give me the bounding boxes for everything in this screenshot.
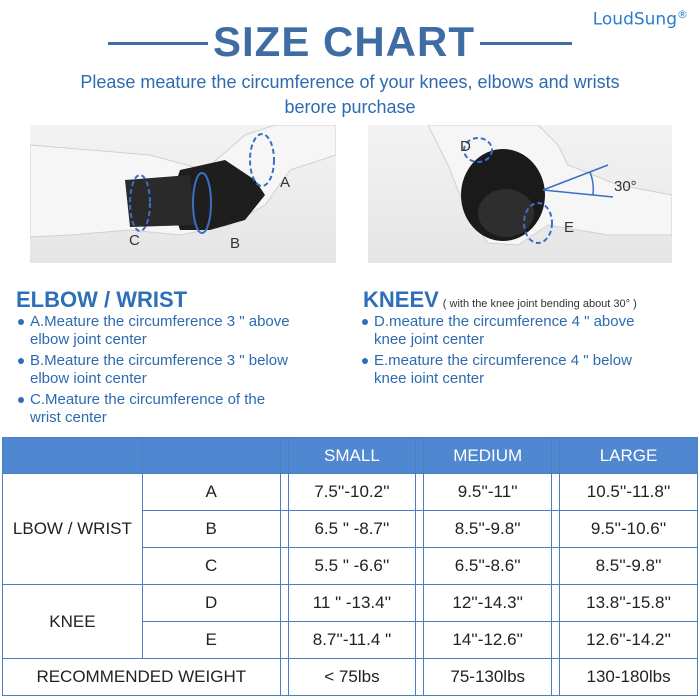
label-a: A [280, 174, 291, 191]
label-c: C [129, 232, 140, 249]
column-gap [416, 474, 424, 511]
large-cell: 9.5''-10.6'' [560, 511, 698, 548]
large-cell: 12.6''-14.2'' [560, 622, 698, 659]
registered-mark: ® [677, 8, 688, 21]
instruction-a [18, 313, 338, 349]
weight-label: RECOMMENDED WEIGHT [3, 659, 281, 696]
instructions [0, 70, 700, 120]
column-gap [552, 511, 560, 548]
column-gap [280, 438, 288, 474]
small-cell: 11 " -13.4'' [288, 585, 416, 622]
label-e: E [564, 219, 575, 236]
weight-row [3, 659, 698, 696]
column-gap [280, 659, 288, 696]
header-small: SMALL [288, 438, 416, 474]
part-cell: E [142, 622, 280, 659]
part-cell: C [142, 548, 280, 585]
title-row [0, 18, 700, 68]
elbow-illustration [30, 125, 336, 263]
column-gap [552, 585, 560, 622]
page-title: SIZE CHART [213, 18, 475, 65]
column-gap [416, 438, 424, 474]
label-d: D [460, 138, 471, 155]
table-row [3, 474, 698, 511]
large-cell: 10.5''-11.8'' [560, 474, 698, 511]
column-gap [416, 622, 424, 659]
instruction-text-cont: wrist center [30, 409, 107, 426]
instruction-text: E.meature the circumference 4 " below [374, 352, 632, 369]
instruction-text: C.Meature the circumference of the [30, 391, 266, 408]
medium-cell: 12''-14.3'' [424, 585, 552, 622]
header-blank [3, 438, 143, 474]
column-gap [280, 585, 288, 622]
instruction-text: A.Meature the circumference 3 " above [30, 313, 290, 330]
instructions-line-1: Please meature the circumference of your knees, elbows and wrists [80, 72, 620, 92]
instruction-text-cont: elbow ioint center [30, 370, 147, 387]
column-gap [552, 474, 560, 511]
column-gap [552, 622, 560, 659]
instruction-d [362, 313, 692, 349]
medium-cell: 6.5''-8.6'' [424, 548, 552, 585]
instruction-text-cont: elbow joint center [30, 331, 147, 348]
small-cell: 8.7''-11.4 " [288, 622, 416, 659]
elbow-instructions [18, 313, 338, 430]
table-header-row [3, 438, 698, 474]
medium-cell: 9.5''-11'' [424, 474, 552, 511]
column-gap [552, 659, 560, 696]
column-gap [280, 548, 288, 585]
column-gap [416, 548, 424, 585]
column-gap [552, 438, 560, 474]
small-cell: 7.5''-10.2'' [288, 474, 416, 511]
large-cell: 8.5''-9.8'' [560, 548, 698, 585]
column-gap [280, 622, 288, 659]
part-cell: D [142, 585, 280, 622]
instruction-c [18, 391, 338, 427]
knee-section-title [363, 287, 637, 313]
header-blank [142, 438, 280, 474]
small-cell: 6.5 " -8.7'' [288, 511, 416, 548]
header-medium: MEDIUM [424, 438, 552, 474]
title-rule-right [480, 42, 572, 45]
column-gap [416, 511, 424, 548]
column-gap [416, 585, 424, 622]
knee-illustration [368, 125, 672, 263]
instruction-text: D.meature the circumference 4 " above [374, 313, 635, 330]
small-cell: 5.5 " -6.6'' [288, 548, 416, 585]
weight-large: 130-180lbs [560, 659, 698, 696]
table-row [3, 585, 698, 622]
instruction-text-cont: knee ioint center [374, 370, 485, 387]
header-large: LARGE [560, 438, 698, 474]
instruction-text: B.Meature the circumference 3 " below [30, 352, 288, 369]
column-gap [280, 511, 288, 548]
weight-small: < 75lbs [288, 659, 416, 696]
knee-instructions [362, 313, 692, 391]
brand-name: LoudSung [592, 9, 677, 30]
knee-photo [368, 125, 672, 263]
column-gap [416, 659, 424, 696]
instruction-text-cont: knee joint center [374, 331, 485, 348]
knee-title-text: KNEEV [363, 287, 439, 312]
elbow-section-title: ELBOW / WRIST [16, 287, 188, 312]
part-cell: B [142, 511, 280, 548]
weight-medium: 75-130lbs [424, 659, 552, 696]
size-table [2, 437, 698, 696]
group-elbow-wrist: LBOW / WRIST [3, 474, 143, 585]
medium-cell: 8.5''-9.8'' [424, 511, 552, 548]
column-gap [552, 548, 560, 585]
medium-cell: 14''-12.6'' [424, 622, 552, 659]
label-b: B [230, 235, 241, 252]
large-cell: 13.8''-15.8'' [560, 585, 698, 622]
column-gap [280, 474, 288, 511]
instructions-line-2: berore purchase [284, 97, 416, 117]
knee-title-note: ( with the knee joint bending about 30° ) [442, 298, 637, 310]
elbow-photo [30, 125, 336, 263]
label-angle: 30° [614, 178, 637, 195]
instruction-b [18, 352, 338, 388]
group-knee: KNEE [3, 585, 143, 659]
part-cell: A [142, 474, 280, 511]
title-rule-left [108, 42, 208, 45]
instruction-e [362, 352, 692, 388]
